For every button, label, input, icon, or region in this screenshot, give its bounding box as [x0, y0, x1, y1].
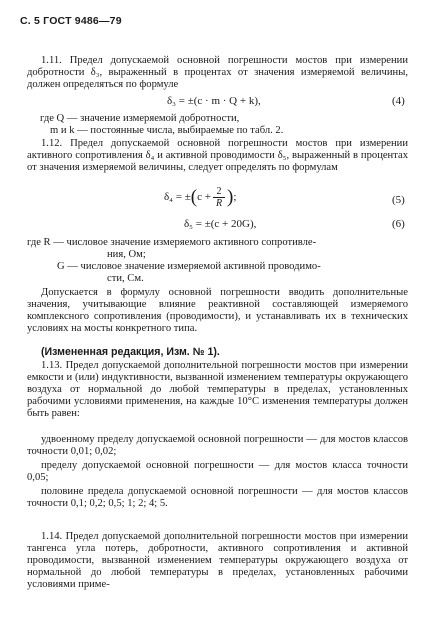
list-item-3: половине предела допускаемой основной погрешности — для мостов классов точности 0,1; 0,2; 0,5; 1; 2; 4; 5. [27, 486, 408, 510]
formula-5-left: δ₄ = ± [164, 191, 191, 204]
definition-g-line-1: G — числовое значение измеряемой активной проводимо- [57, 261, 321, 273]
definition-g-line-2: сти, См. [107, 273, 144, 285]
list-item-1: удвоенному пределу допускаемой основной погрешности — для мостов классов точности 0,01; 0,02; [27, 434, 408, 458]
formula-5-close-paren: ) [227, 186, 234, 208]
formula-4-definitions [40, 113, 400, 137]
definition-m-k: m и k — постоянные числа, выбираемые по табл. 2. [50, 125, 284, 137]
amendment-note [41, 346, 422, 359]
equation-number-4: (4) [392, 95, 405, 107]
definition-r-line-2: ния, Ом; [107, 249, 146, 261]
equation-number-6: (6) [392, 218, 405, 230]
amendment-text: (Измененная редакция, Изм. № 1). [41, 346, 220, 358]
list-item-2: пределу допускаемой основной погрешности — для мостов класса точности 0,05; [27, 460, 408, 484]
definition-r-line-1: где R — числовое значение измеряемого активного сопротивле- [27, 237, 317, 248]
section-1-11 [27, 55, 408, 91]
section-1-12 [27, 138, 408, 174]
formula-5-end: ; [233, 191, 237, 204]
formula-6: δ₅ = ±(c + 20G), [184, 218, 257, 230]
definition-q: где Q — значение измеряемой добротности, [40, 113, 240, 124]
section-1-14 [27, 531, 408, 591]
page-header: С. 5 ГОСТ 9486—79 [20, 15, 122, 27]
formula-5-6-definitions [27, 237, 408, 285]
paragraph-1-11: 1.11. Предел допускаемой основной погрешности мостов при измерении добротности δ₃, выраженный в процентах от значения измеряемой величины, должен определяться по формуле [27, 55, 408, 91]
formula-5 [164, 186, 236, 209]
section-1-13 [27, 360, 408, 420]
formula-5-term: c + [197, 191, 211, 204]
formula-4: δ₃ = ±(c · m · Q + k), [167, 95, 261, 107]
paragraph-1-12: 1.12. Предел допускаемой основной погрешности мостов при измерении активного сопротивления δ₄ и активной проводимости δ₅, выраженный в процентах от значения измеряемой величины, следует определять по формулам [27, 138, 408, 174]
paragraph-1-14: 1.14. Предел допускаемой дополнительной погрешности мостов при измерении тангенса угла потерь, добротности, активного сопротивления и активной проводимости, вызванной изменением температуры окружающего воздуха от нормальной до любой температуры в пределах, установленных рабочими условиями приме- [27, 531, 408, 591]
formula-5-fraction [213, 186, 225, 209]
equation-number-5: (5) [392, 194, 405, 206]
formula-5-numerator: 2 [213, 186, 225, 198]
section-1-13-items [27, 434, 408, 511]
paragraph-1-13: 1.13. Предел допускаемой дополнительной погрешности мостов при измерении емкости и (или) индуктивности, вызванной изменением температуры окружающего воздуха от нормальной до любой температуры в пределах, установленных рабочими условиями применения, на каждые 10°С изменения температуры должен быть равен: [27, 360, 408, 420]
formula-5-open-paren: ( [190, 186, 198, 208]
paragraph-formula-note: Допускается в формулу основной погрешности вводить дополнительные значения, учитывающие влияние реактивной составляющей измеряемого комплексного сопротивления (проводимости), и устанавливать их в технических условиях на мосты конкретного типа. [27, 287, 408, 335]
formula-note [27, 287, 408, 335]
formula-5-denominator: R [215, 198, 223, 209]
